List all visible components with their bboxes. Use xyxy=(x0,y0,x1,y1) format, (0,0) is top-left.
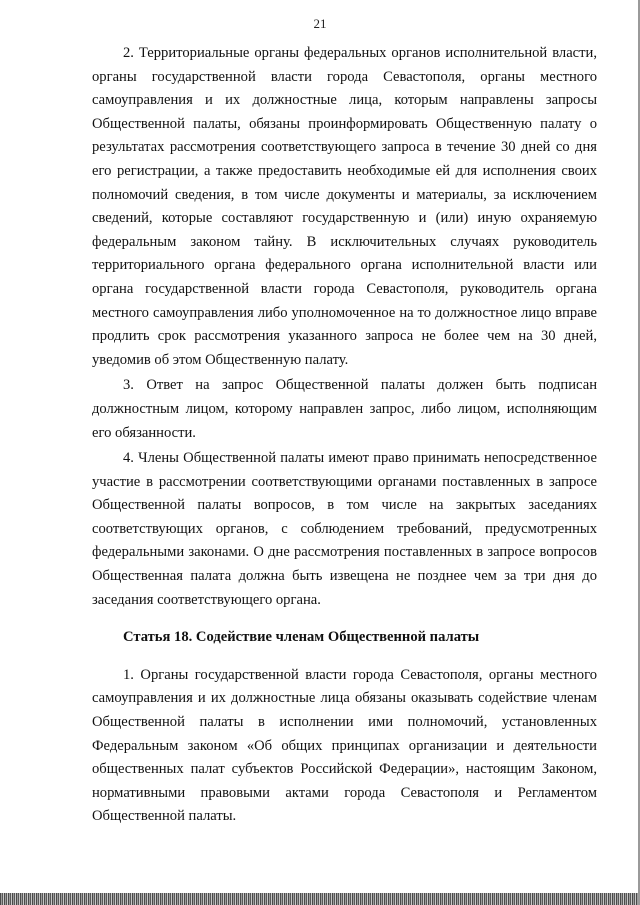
scan-border-bottom xyxy=(0,893,640,905)
article-heading: Статья 18. Содействие членам Общественной палаты xyxy=(123,629,480,646)
page-number: 21 xyxy=(313,16,327,31)
document-body xyxy=(92,42,597,831)
paragraph-4: 4. Члены Общественной палаты имеют право принимать непосредственное участие в рассмотрении соответствующими органами поставленных в запросе Общественной палаты вопросов, в том числе на закрытых заседаниях соответствующих органов, с соблюдением требований, предусмотренных федеральными законами. О дне рассмотрения поставленных в запросе вопросов Общественная палата должна быть извещена не позднее чем за три дня до заседания соответствующего органа. xyxy=(92,450,597,608)
article-18-paragraph-1: 1. Органы государственной власти города Севастополя, органы местного самоуправления и их должностные лица обязаны оказывать содействие членам Общественной палаты в исполнении ими полномочий, установленных Федеральным законом «Об общих принципах организации и деятельности общественных палат субъектов Российской Федерации», настоящим Законом, нормативными правовыми актами города Севастополя и Регламентом Общественной палаты. xyxy=(92,666,597,825)
paragraph-3: 3. Ответ на запрос Общественной палаты должен быть подписан должностным лицом, которому направлен запрос, либо лицом, исполняющим его обязанности. xyxy=(92,377,597,441)
paragraph-2: 2. Территориальные органы федеральных органов исполнительной власти, органы государственной власти города Севастополя, органы местного самоуправления и их должностные лица, которым направлены запросы Общественной палаты, обязаны проинформировать Общественную палату о результатах рассмотрения соответствующего запроса в течение 30 дней со дня его регистрации, а также предоставить необходимые ей для исполнения своих полномочий сведения, в том числе документы и материалы, за исключением сведений, которые составляют государственную и (или) иную охраняемую федеральным законом тайну. В исключительных случаях руководитель территориального органа федерального органа исполнительной власти или органа государственной власти города Севастополя, руководитель органа местного самоуправления либо уполномоченное на то должностное лицо вправе продлить срок рассмотрения указанного запроса не более чем на 30 дней, уведомив об этом Общественную палату. xyxy=(92,45,597,368)
